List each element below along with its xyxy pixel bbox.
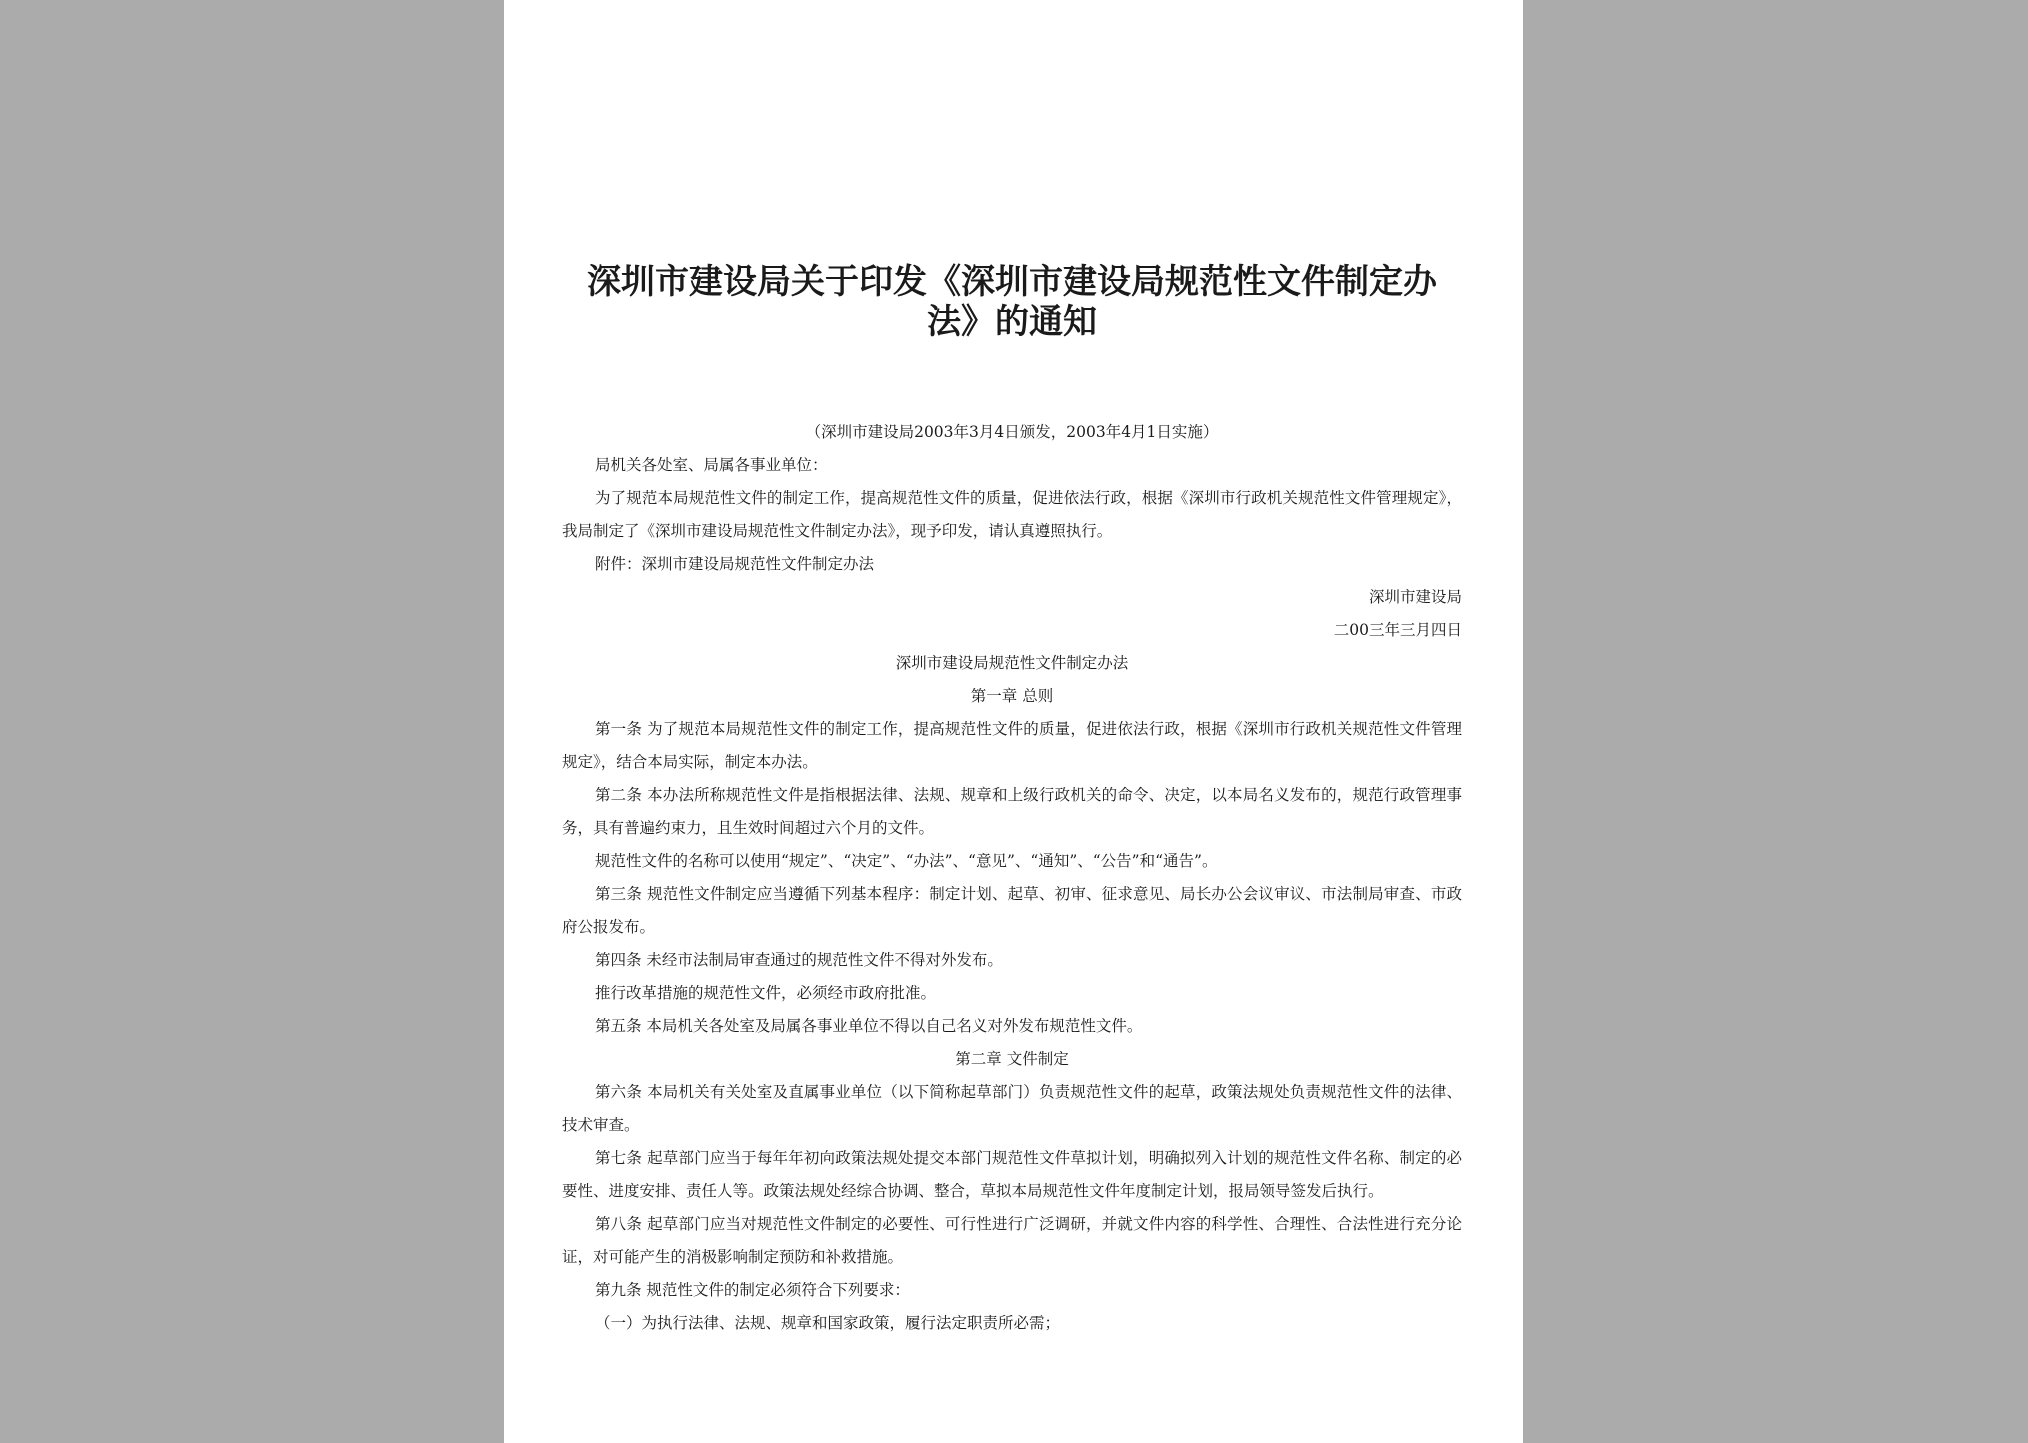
signature: 深圳市建设局 [1368,588,1462,606]
article-9: 第九条 规范性文件的制定必须符合下列要求： [595,1281,910,1299]
article-9-item-1: （一）为执行法律、法规、规章和国家政策，履行法定职责所必需； [595,1314,1061,1332]
document-body [562,416,1462,1340]
article-5: 第五条 本局机关各处室及局属各事业单位不得以自己名义对外发布规范性文件。 [595,1017,1143,1035]
chapter-heading: 第二章 文件制定 [955,1050,1069,1068]
chapter-heading: 第一章 总则 [970,687,1054,705]
method-title: 深圳市建设局规范性文件制定办法 [895,654,1129,672]
article-8: 第八条 起草部门应当对规范性文件制定的必要性、可行性进行广泛调研，并就文件内容的科学性、合理性、合法性进行充分论证，对可能产生的消极影响制定预防和补救措施。 [562,1215,1462,1266]
intro-paragraph: 为了规范本局规范性文件的制定工作，提高规范性文件的质量，促进依法行政，根据《深圳市行政机关规范性文件管理规定》，我局制定了《深圳市建设局规范性文件制定办法》，现予印发，请认真遵照执行。 [562,489,1462,540]
addressee: 局机关各处室、局属各事业单位： [595,456,828,474]
document-title: 深圳市建设局关于印发《深圳市建设局规范性文件制定办法》的通知 [587,262,1437,342]
attachment-line: 附件：深圳市建设局规范性文件制定办法 [595,555,875,573]
article-2-names: 规范性文件的名称可以使用“规定”、“决定”、“办法”、“意见”、“通知”、“公告”和“通告”。 [595,852,1218,870]
article-1: 第一条 为了规范本局规范性文件的制定工作，提高规范性文件的质量，促进依法行政，根据《深圳市行政机关规范性文件管理规定》，结合本局实际，制定本办法。 [562,720,1462,771]
article-7: 第七条 起草部门应当于每年年初向政策法规处提交本部门规范性文件草拟计划，明确拟列入计划的规范性文件名称、制定的必要性、进度安排、责任人等。政策法规处经综合协调、整合，草拟本局规范性文件年度制定计划，报局领导签发后执行。 [562,1149,1462,1200]
article-4: 第四条 未经市法制局审查通过的规范性文件不得对外发布。 [595,951,1003,969]
article-6: 第六条 本局机关有关处室及直属事业单位（以下简称起草部门）负责规范性文件的起草，政策法规处负责规范性文件的法律、技术审查。 [562,1083,1462,1134]
issue-note: （深圳市建设局2003年3月4日颁发，2003年4月1日实施） [805,423,1219,441]
document-page [504,0,1523,1443]
article-2: 第二条 本办法所称规范性文件是指根据法律、法规、规章和上级行政机关的命令、决定，以本局名义发布的，规范行政管理事务，具有普遍约束力，且生效时间超过六个月的文件。 [562,786,1462,837]
article-3: 第三条 规范性文件制定应当遵循下列基本程序：制定计划、起草、初审、征求意见、局长办公会议审议、市法制局审查、市政府公报发布。 [562,885,1462,936]
article-4-reform: 推行改革措施的规范性文件，必须经市政府批准。 [595,984,937,1002]
issue-date: 二00三年三月四日 [1333,621,1462,639]
